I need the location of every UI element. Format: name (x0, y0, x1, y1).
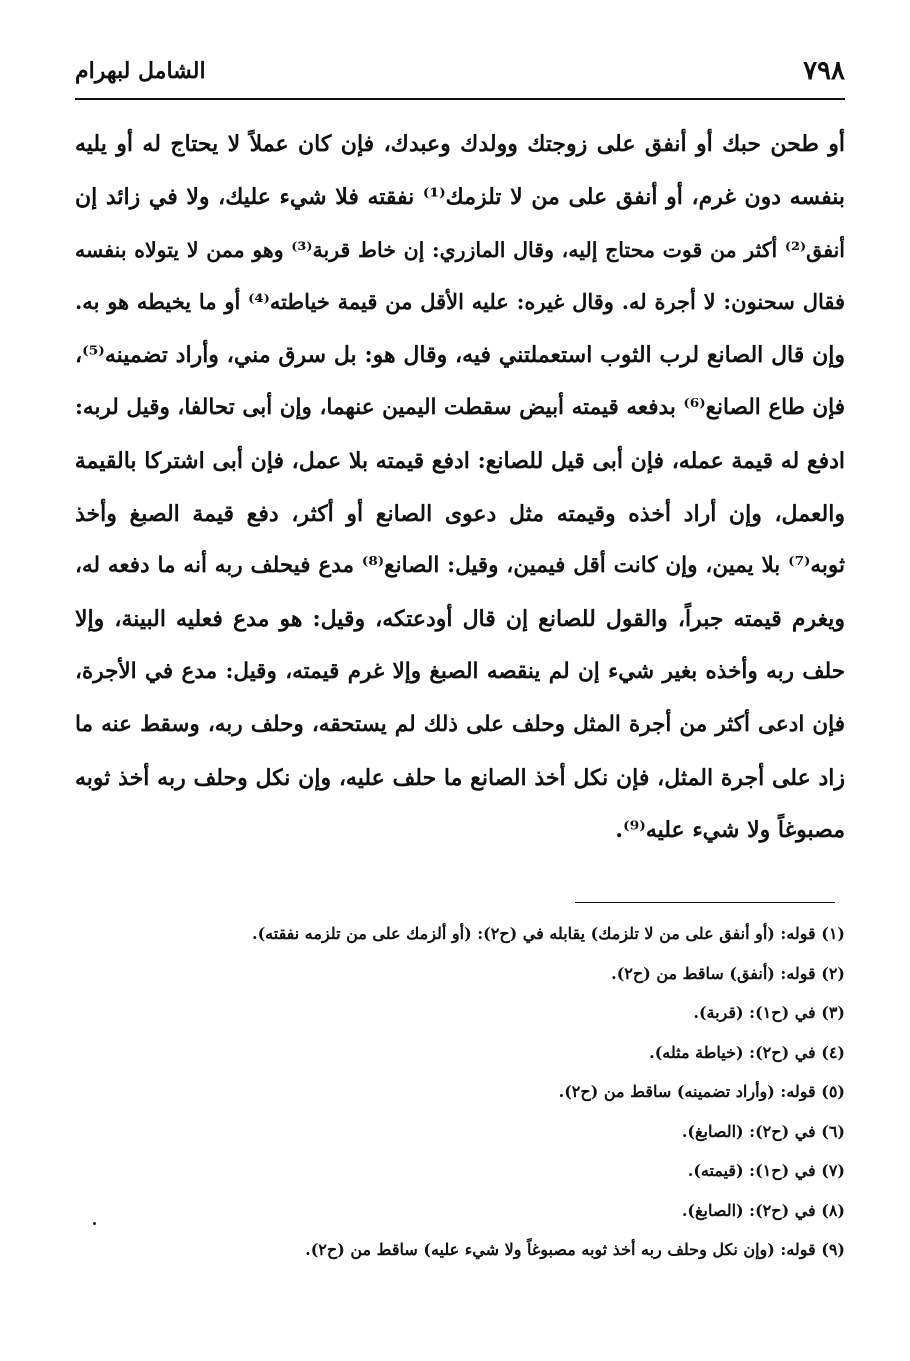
scan-speck (93, 1222, 96, 1225)
footnote-separator (575, 902, 835, 903)
footnote: (٩) قوله: (وإن نكل وحلف ربه أخذ ثوبه مصبوغاً ولا شيء عليه) ساقط من (ح٢). (305, 1240, 845, 1259)
text-line: بنفسه دون غرم، أو أنفق على من لا تلزمك⁽¹⁾ نفقته فلا شيء عليك، ولا في زائد إن (75, 183, 845, 210)
running-title: الشامل لبهرام (75, 58, 206, 84)
text-line: فقال سحنون: لا أجرة له. وقال غيره: عليه الأقل من قيمة خياطته⁽⁴⁾ أو ما يخيطه هو به. (75, 289, 845, 315)
footnote: (٤) في (ح٢): (خياطة مثله). (649, 1042, 845, 1062)
text-line: ادفع له قيمة عمله، فإن أبى قيل للصانع: ادفع قيمته بلا عمل، فإن أبى اشتركا بالقيمة (75, 447, 845, 474)
text-line: والعمل، وإن أراد أخذه وقيمته مثل دعوى الصانع أو أكثر، دفع قيمة الصبغ وأخذ (75, 500, 845, 527)
text-line: فإن ادعى أكثر من أجرة المثل وحلف على ذلك لم يستحقه، وحلف ربه، وسقط عنه ما (75, 711, 845, 737)
text-line: ثوبه⁽⁷⁾ بلا يمين، وإن كانت أقل فيمين، وقيل: الصانع⁽⁸⁾ مدع فيحلف ربه أنه ما دفعه له، (75, 553, 845, 579)
text-line: مصبوغاً ولا شيء عليه⁽⁹⁾. (615, 817, 845, 844)
footnote: (٢) قوله: (أنفق) ساقط من (ح٢). (611, 963, 845, 983)
page-header (75, 52, 845, 96)
footnote: (٥) قوله: (وأراد تضمينه) ساقط من (ح٢). (558, 1082, 845, 1101)
footnote: (٦) في (ح٢): (الصابغ). (681, 1121, 845, 1141)
footnote: (٣) في (ح١): (قربة). (693, 1003, 845, 1022)
text-line: وإن قال الصانع لرب الثوب استعملتني فيه، وقال هو: بل سرق مني، وأراد تضمينه⁽⁵⁾، (75, 342, 845, 369)
text-line: ويغرم قيمته جبراً، والقول للصانع إن قال أودعتكه، وقيل: هو مدع فعليه البينة، وإلا (75, 606, 845, 633)
footnote: (٧) في (ح١): (قيمته). (687, 1161, 845, 1180)
text-line: فإن طاع الصانع⁽⁶⁾ بدفعه قيمته أبيض سقطت اليمين عنهما، وإن أبى تحالفا، وقيل لربه: (75, 394, 845, 420)
main-text (75, 118, 845, 857)
text-line: أو طحن حبك أو أنفق على زوجتك وولدك وعبدك، فإن كان عملاً لا يحتاج له أو يليه (75, 131, 845, 157)
text-line: أنفق⁽²⁾ أكثر من قوت محتاج إليه، وقال المازري: إن خاط قربة⁽³⁾ وهو ممن لا يتولاه بنفسه (75, 237, 845, 262)
footnotes (75, 914, 845, 1270)
header-rule (75, 98, 845, 100)
footnote: (٨) في (ح٢): (الصابغ). (681, 1200, 845, 1220)
page-number: ٧٩٨ (803, 56, 845, 86)
text-line: زاد على أجرة المثل، فإن نكل أخذ الصانع ما حلف عليه، وإن نكل وحلف ربه أخذ ثوبه (75, 764, 845, 791)
text-line: حلف ربه وأخذه بغير شيء إن لم ينقصه الصبغ وإلا غرم قيمته، وقيل: مدع في الأجرة، (75, 658, 845, 684)
footnote: (١) قوله: (أو أنفق على من لا تلزمك) يقابله في (ح٢): (أو ألزمك على من تلزمه نفقته). (252, 924, 845, 943)
